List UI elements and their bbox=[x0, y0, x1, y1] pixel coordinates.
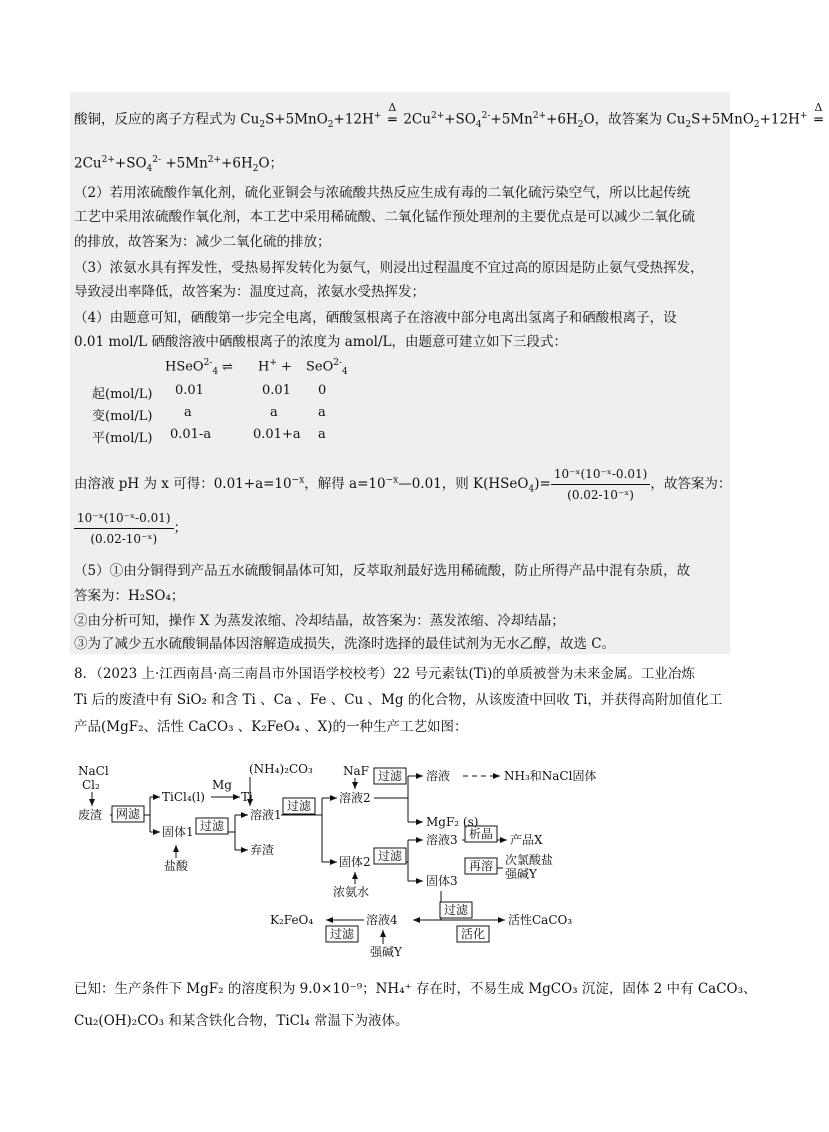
flow-cilvsuanyan: 次氯酸盐 bbox=[505, 853, 554, 867]
flow-box-guolv: 过滤 bbox=[200, 819, 225, 833]
flow-naf: NaF bbox=[343, 764, 369, 778]
flow-box-guolv: 过滤 bbox=[378, 769, 403, 783]
flow-rongye3: 溶液3 bbox=[426, 833, 458, 847]
flow-guti3: 固体3 bbox=[426, 874, 458, 888]
table-cell: 0.01 bbox=[175, 383, 204, 398]
note-line1: 已知：生产条件下 MgF₂ 的溶度积为 9.0×10⁻⁹；NH₄⁺ 存在时，不易生成 MgCO₃ 沉淀，固体 2 中有 CaCO₃、 bbox=[74, 981, 757, 997]
flow-yansuan: 盐酸 bbox=[164, 859, 189, 873]
answer-p2-line2: 工艺中采用浓硫酸作氧化剂，本工艺中采用稀硫酸、二氧化锰作预处理剂的主要优点是可以减少二氧化硫 bbox=[74, 209, 695, 225]
flow-rongye4: 溶液4 bbox=[366, 913, 398, 927]
flow-ti: Ti bbox=[241, 790, 253, 804]
flow-box-guolv: 过滤 bbox=[287, 799, 312, 813]
flow-feizha: 废渣 bbox=[78, 808, 103, 822]
flow-k2feo4: K₂FeO₄ bbox=[270, 913, 314, 927]
flow-mgf2: MgF₂ (s) bbox=[426, 815, 479, 829]
answer-p2-line1: （2）若用浓硫酸作氧化剂，硫化亚铜会与浓硫酸共热反应生成有毒的二氧化硫污染空气，所以比起传统 bbox=[74, 185, 691, 201]
table-row-label: 起(mol/L) bbox=[92, 387, 153, 402]
answer-line-equation-cont: $2Cu^{2+}+SO_4^{2-} +5Mn^{2+}+6H_2O$； bbox=[74, 155, 284, 175]
flow-guti2: 固体2 bbox=[339, 855, 371, 869]
answer-p4-line2: 0.01 mol/L 硒酸溶液中硒酸根离子的浓度为 amol/L，由题意可建立如下三段式： bbox=[74, 334, 567, 350]
note-line2: Cu₂(OH)₂CO₃ 和某含铁化合物，TiCl₄ 常温下为液体。 bbox=[74, 1013, 409, 1029]
k-answer-fraction: $\frac{\text{10⁻ˣ(10⁻ˣ-0.01)}}{\text{(0.02-10⁻ˣ)}}$ bbox=[74, 508, 174, 549]
flow-mg: Mg bbox=[212, 778, 232, 792]
flow-ticl4: TiCl₄(l) bbox=[162, 790, 205, 804]
table-cell: 0 bbox=[318, 383, 327, 398]
flow-qiangjian-y2: 强碱Y bbox=[370, 945, 402, 959]
table-row-label: 平(mol/L) bbox=[92, 431, 153, 446]
answer-line-equation: 酸铜，反应的离子方程式为 $Cu_2S+5MnO_2+12H^+$ Δ ═ $2Cu^{2+}+SO_4^{2-}+5Mn^{2+}+6H_2O$，故答案为 $Cu_2S+5MnO_2+12H^+$ Δ ═ bbox=[74, 106, 829, 135]
table-cell: 0.01+a bbox=[253, 427, 301, 442]
flow-qiangjian-y: 强碱Y bbox=[505, 867, 537, 881]
flow-box-guolv: 过滤 bbox=[444, 903, 469, 917]
table-header-h: H+ + bbox=[258, 358, 292, 375]
answer-p4-line3: 由溶液 pH 为 x 可得：$0.01+a=10^{-x}$，解得 $a=10^{-x}—0.01$，则 K(HSeO$_4$)= $\frac{\text{10⁻ˣ(10⁻ˣ-0.01)}}{\text{(0.02-10⁻ˣ)}}$ ，故答案为： bbox=[74, 464, 731, 505]
table-header-seo4: SeO$^{2-}_4$ bbox=[306, 358, 348, 377]
question-8-line3: 产品(MgF₂、活性 CaCO₃ 、K₂FeO₄ 、X)的一种生产工艺如图： bbox=[74, 719, 468, 735]
answer-p3-line1: （3）浓氨水具有挥发性，受热易挥发转化为氨气，则浸出过程温度不宜过高的原因是防止氨气受热挥发， bbox=[74, 260, 704, 276]
question-8-line1: 8．（2023 上·江西南昌·高三南昌市外国语学校校考）22 号元素钛(Ti)的单质被誉为未来金属。工业冶炼 bbox=[74, 666, 695, 682]
flow-guti1: 固体1 bbox=[162, 825, 194, 839]
answer-p5-line4: ③为了减少五水硫酸铜晶体因溶解造成损失，洗涤时选择的最佳试剂为无水乙醇，故选 C。 bbox=[74, 636, 616, 652]
table-cell: a bbox=[184, 405, 192, 420]
answer-p5-line2: 答案为：H₂SO₄； bbox=[74, 588, 185, 604]
heat-symbol: Δ bbox=[388, 100, 397, 114]
flow-cl2: Cl₂ bbox=[82, 778, 100, 792]
answer-p5-line1: （5）①由分铜得到产品五水硫酸铜晶体可知，反萃取剂最好选用稀硫酸，防止所得产品中混有杂质，故 bbox=[74, 563, 691, 579]
flow-nacl: NaCl bbox=[78, 764, 109, 778]
answer-p3-line2: 导致浸出率降低，故答案为：温度过高，浓氨水受热挥发； bbox=[74, 284, 425, 300]
table-cell: 0.01 bbox=[262, 383, 291, 398]
flow-rongye2: 溶液2 bbox=[339, 791, 371, 805]
table-cell: a bbox=[318, 427, 326, 442]
table-cell: 0.01-a bbox=[170, 427, 212, 442]
answer-p4-line4: $\frac{\text{10⁻ˣ(10⁻ˣ-0.01)}}{\text{(0.02-10⁻ˣ)}}$ ； bbox=[74, 508, 187, 549]
answer-p2-line3: 的排放，故答案为：减少二氧化硫的排放； bbox=[74, 234, 331, 250]
table-row-label: 变(mol/L) bbox=[92, 409, 153, 424]
flow-box-guolv: 过滤 bbox=[330, 927, 355, 941]
flow-nonganshui: 浓氨水 bbox=[333, 885, 370, 899]
flow-box-huohua: 活化 bbox=[461, 927, 486, 941]
flow-huoxing-caco3: 活性CaCO₃ bbox=[508, 913, 573, 927]
k-expression-fraction: $\frac{\text{10⁻ˣ(10⁻ˣ-0.01)}}{\text{(0.02-10⁻ˣ)}}$ bbox=[551, 464, 651, 505]
question-8-line2: Ti 后的废渣中有 SiO₂ 和含 Ti 、Ca 、Fe 、Cu 、Mg 的化合物，从该废渣中回收 Ti，并获得高附加值化工 bbox=[74, 692, 723, 708]
answer-p5-line3: ②由分析可知，操作 X 为蒸发浓缩、冷却结晶，故答案为：蒸发浓缩、冷却结晶； bbox=[74, 613, 565, 629]
flow-rongye1: 溶液1 bbox=[250, 808, 282, 822]
flow-box-xijing: 析晶 bbox=[469, 827, 494, 841]
flow-box-zairong: 再溶 bbox=[469, 859, 494, 873]
flow-box-wanglv: 网滤 bbox=[116, 807, 141, 821]
table-equilibrium-arrow: ⇌ bbox=[222, 360, 233, 375]
flow-box-guolv: 过滤 bbox=[378, 849, 403, 863]
flow-chanpinx: 产品X bbox=[510, 833, 543, 847]
table-header-hseo4: HSeO$^{2-}_4$ bbox=[165, 358, 219, 377]
answer-p4-line1: （4）由题意可知，硒酸第一步完全电离，硒酸氢根离子在溶液中部分电离出氢离子和硒酸根离子，设 bbox=[74, 310, 677, 326]
flow-rongye: 溶液 bbox=[426, 769, 451, 783]
flow-nh4co3: (NH₄)₂CO₃ bbox=[249, 762, 313, 776]
table-cell: a bbox=[318, 405, 326, 420]
flow-nh3-nacl: NH₃和NaCl固体 bbox=[504, 769, 597, 783]
flow-qizha: 弃渣 bbox=[250, 843, 275, 857]
table-cell: a bbox=[270, 405, 278, 420]
